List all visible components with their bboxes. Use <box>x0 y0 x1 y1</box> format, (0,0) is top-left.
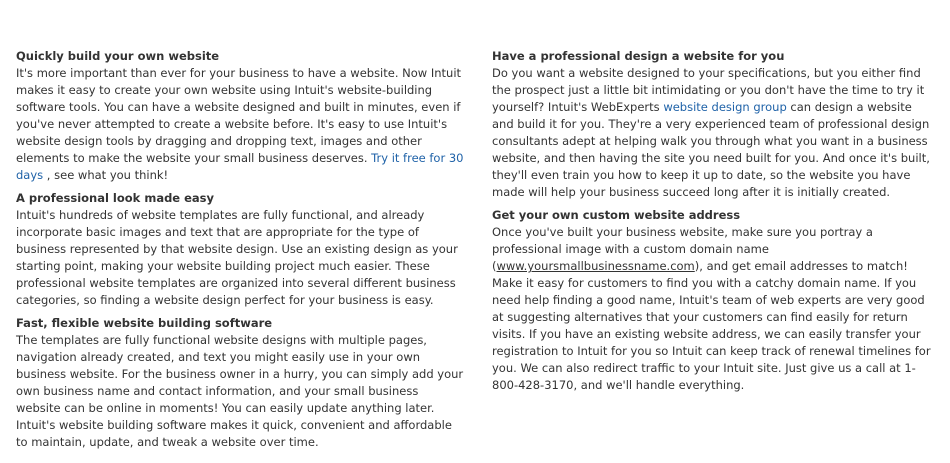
try-free-link[interactable]: Try it free for 30 days <box>16 151 464 182</box>
left-column <box>16 48 466 457</box>
right-column <box>492 48 936 400</box>
section-text <box>492 224 936 394</box>
section-text-part: ), and get email addresses to match! Make it easy for customers to find you with a catchy domain name. If you need help finding a good name, Intuit's team of web experts are very good at suggesting alternatives that your customers can find easily for return visits. If you have an existing website address, we can easily transfer your registration to Intuit for you so Intuit can keep track of renewal timelines for you. We can also redirect traffic to your Intuit site. Just give us a call at 1-800-428-3170, and we'll handle everything. <box>492 259 931 392</box>
section-text <box>492 65 936 201</box>
section-text-part: can design a website and build it for you. They're a very experienced team of professional design consultants adept at helping walk you through what you want in a business website, and then having the site you need built for you. And once it's built, they'll even train you how to keep it up to date, so the website you have made will help your business succeed long after it is initially created. <box>492 100 930 199</box>
website-design-group-link[interactable]: website design group <box>663 100 787 114</box>
section-custom-address <box>492 207 936 394</box>
section-text <box>16 65 466 184</box>
section-heading: Quickly build your own website <box>16 49 220 63</box>
domain-example-link[interactable]: www.yoursmallbusinessname.com <box>496 259 695 273</box>
section-text: The templates are fully functional website designs with multiple pages, navigation already created, and text you might easily use in your own business website. For the business owner in a hurry, you can simply add your own business name and contact information, and your small business website can be online in moments! You can easily update anything later. Intuit's website building software makes it quick, convenient and affordable to maintain, update, and tweak a website over time. <box>16 333 464 449</box>
section-fast-flexible <box>16 315 466 451</box>
section-heading: Get your own custom website address <box>492 208 741 222</box>
section-heading: A professional look made easy <box>16 191 215 205</box>
section-text: Intuit's hundreds of website templates are fully functional, and already incorporate basic images and text that are appropriate for the type of business represented by that website design. Use an existing design as your starting point, making your website building project much easier. These professional website templates are organized into several different business categories, so finding a website design perfect for your business is easy. <box>16 208 458 307</box>
section-heading: Fast, flexible website building software <box>16 316 273 330</box>
section-quickly-build <box>16 48 466 184</box>
section-text-part: It's more important than ever for your business to have a website. Now Intuit makes it easy to create your own website using Intuit's website-building software tools. You can have a website designed and built in minutes, even if you've never attempted to create a website before. It's easy to use Intuit's website design tools by dragging and dropping text, images and other elements to make the website your small business deserves. <box>16 66 462 165</box>
section-heading: Have a professional design a website for you <box>492 49 785 63</box>
section-professional-design <box>492 48 936 201</box>
section-text-part: , see what you think! <box>43 168 169 182</box>
section-professional-look <box>16 190 466 309</box>
section-text-part: Do you want a website designed to your specifications, but you either find the prospect just a little bit intimidating or you don't have the time to try it yourself? Intuit's WebExperts <box>492 66 925 114</box>
section-text-part: Once you've built your business website, make sure you portray a professional image with a custom domain name ( <box>492 225 873 273</box>
